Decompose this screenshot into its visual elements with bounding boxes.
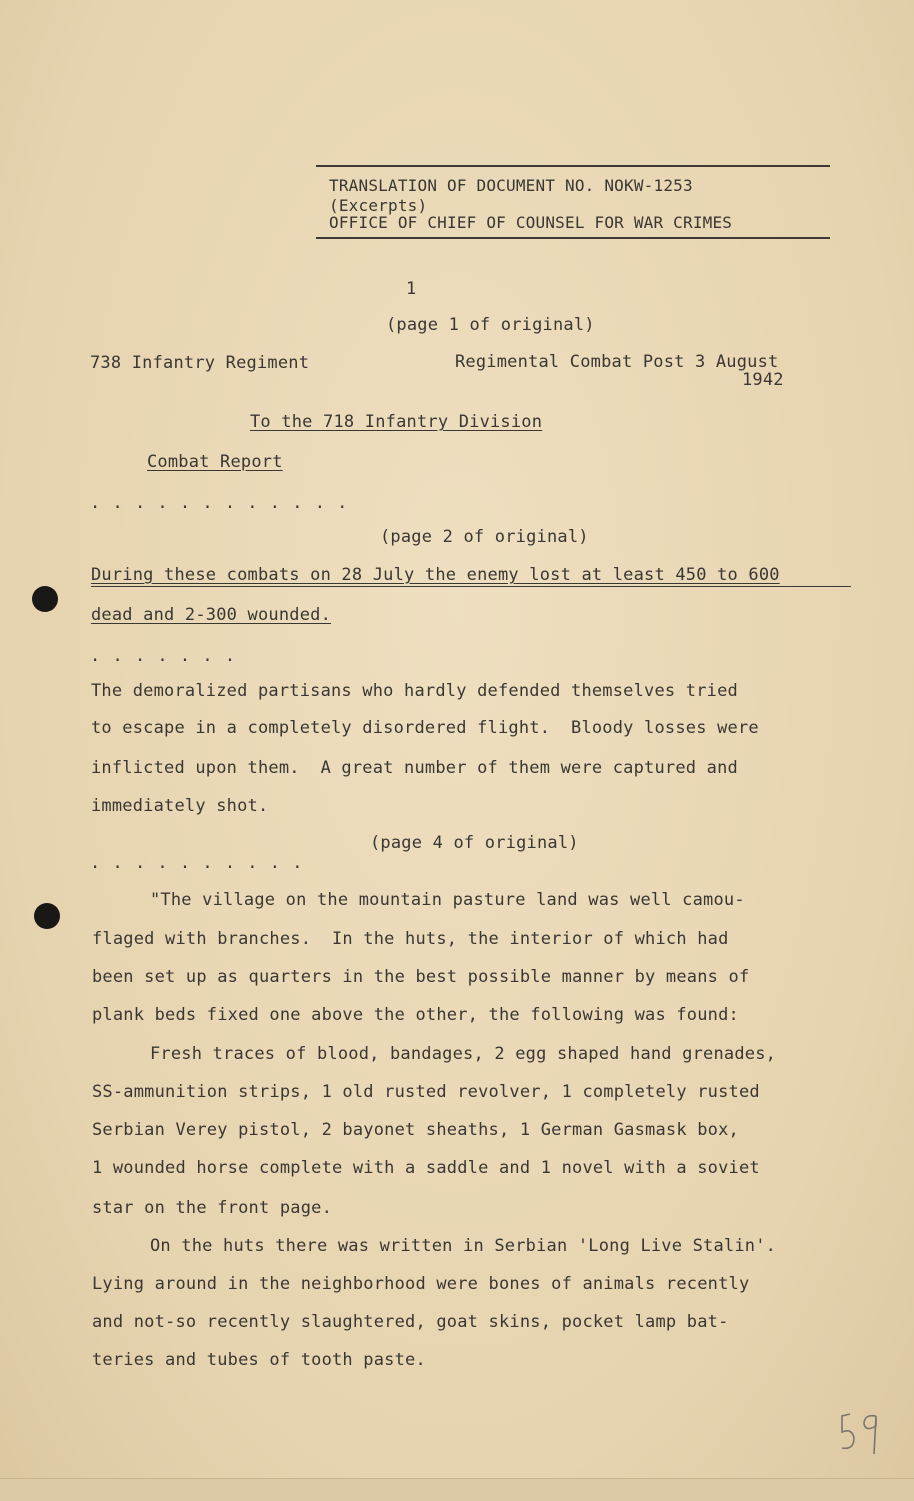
paragraph-4-line-1: Fresh traces of blood, bandages, 2 egg shaped hand grenades, — [150, 1044, 777, 1064]
paragraph-3-line-4: plank beds fixed one above the other, the following was found: — [92, 1005, 739, 1025]
location-date-year: 1942 — [742, 370, 784, 390]
header-top-rule — [316, 165, 830, 167]
paragraph-3-line-2: flaged with branches. In the huts, the interior of which had — [92, 929, 729, 949]
page-marker-2: (page 2 of original) — [380, 527, 589, 547]
paragraph-3-line-1: "The village on the mountain pasture land was well camou- — [150, 890, 745, 910]
punch-hole-top — [32, 586, 58, 612]
paragraph-5-line-2: Lying around in the neighborhood were bones of animals recently — [92, 1274, 750, 1294]
punch-hole-bottom — [34, 903, 60, 929]
sender-unit: 738 Infantry Regiment — [90, 353, 310, 373]
ellipsis-3: . . . . . . . . . . — [90, 853, 304, 873]
header-office: OFFICE OF CHIEF OF COUNSEL FOR WAR CRIMES — [329, 213, 733, 232]
subject: Combat Report — [147, 452, 283, 472]
paragraph-3-line-3: been set up as quarters in the best possible manner by means of — [92, 967, 750, 987]
page-number: 1 — [406, 279, 417, 299]
underline-extension — [91, 586, 851, 587]
paragraph-2-line-1: The demoralized partisans who hardly defended themselves tried — [91, 681, 738, 701]
page-marker-4: (page 4 of original) — [370, 833, 579, 853]
handwritten-59-glyph — [836, 1408, 886, 1458]
header-translation-title: TRANSLATION OF DOCUMENT NO. NOKW-1253 — [329, 176, 693, 195]
header-excerpts: (Excerpts) — [329, 196, 428, 215]
location-date: Regimental Combat Post 3 August — [455, 352, 779, 372]
scan-bottom-edge — [0, 1478, 914, 1501]
ellipsis-1: . . . . . . . . . . . . — [90, 493, 349, 513]
ellipsis-2: . . . . . . . — [90, 646, 237, 666]
paragraph-1-line-2: dead and 2-300 wounded. — [91, 605, 332, 625]
paragraph-5-line-1: On the huts there was written in Serbian 'Long Live Stalin'. — [150, 1236, 777, 1256]
paragraph-4-line-3: Serbian Verey pistol, 2 bayonet sheaths, 1 German Gasmask box, — [92, 1120, 739, 1140]
paragraph-2-line-4: immediately shot. — [91, 796, 269, 816]
page-marker-1: (page 1 of original) — [386, 315, 595, 335]
paragraph-4-line-4: 1 wounded horse complete with a saddle and 1 novel with a soviet — [92, 1158, 760, 1178]
paragraph-1-line-1: During these combats on 28 July the enemy lost at least 450 to 600 — [91, 565, 780, 585]
paragraph-2-line-3: inflicted upon them. A great number of them were captured and — [91, 758, 738, 778]
header-bottom-rule — [316, 237, 830, 239]
paragraph-5-line-4: teries and tubes of tooth paste. — [92, 1350, 426, 1370]
paragraph-5-line-3: and not-so recently slaughtered, goat skins, pocket lamp bat- — [92, 1312, 729, 1332]
addressee: To the 718 Infantry Division — [250, 412, 543, 432]
paragraph-4-line-2: SS-ammunition strips, 1 old rusted revolver, 1 completely rusted — [92, 1082, 760, 1102]
handwritten-page-number — [836, 1408, 886, 1462]
paragraph-4-line-5: star on the front page. — [92, 1198, 333, 1218]
paragraph-2-line-2: to escape in a completely disordered flight. Bloody losses were — [91, 718, 759, 738]
